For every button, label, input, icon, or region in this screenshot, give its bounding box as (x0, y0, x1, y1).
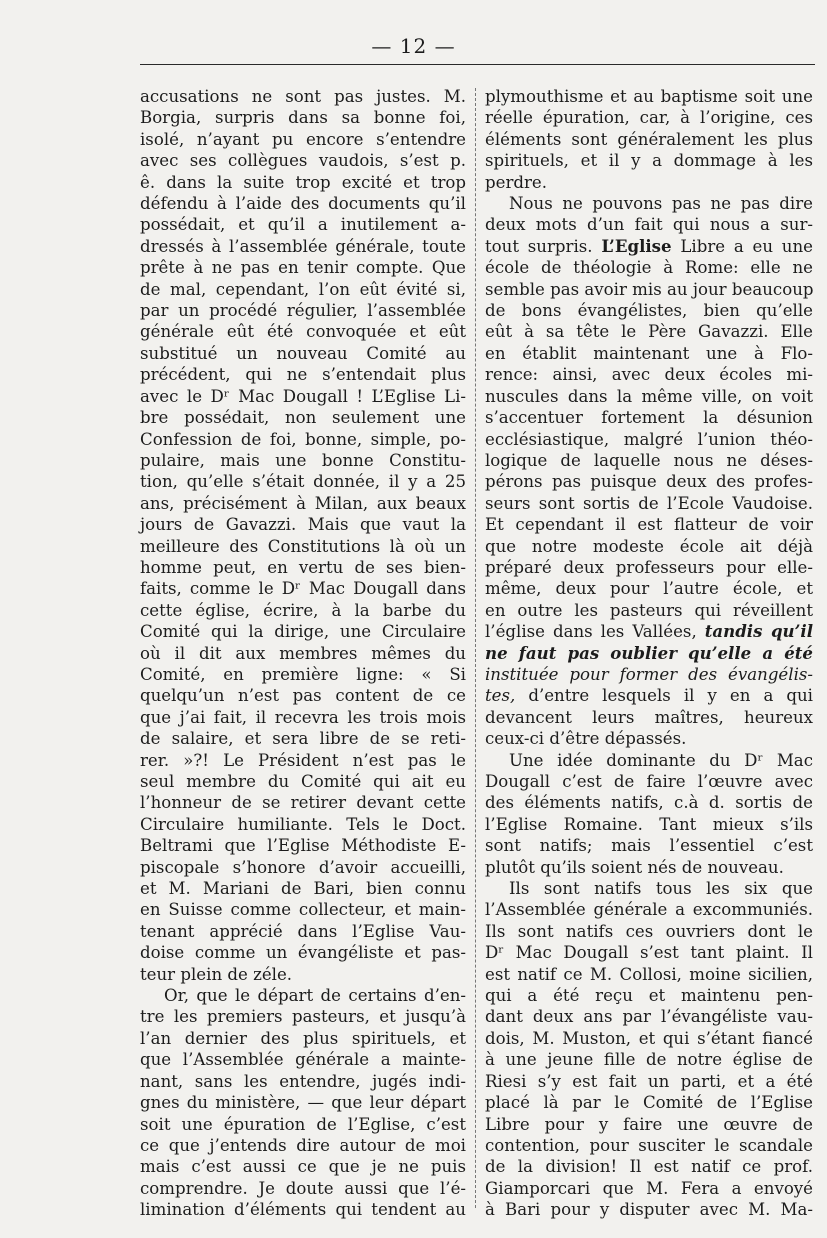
text-run: en établit maintenant une à Flo- (485, 343, 813, 363)
text-run: dois, M. Muston, et qui s’étant fiancé (485, 1028, 813, 1048)
text-line (485, 172, 813, 193)
text-line (485, 1092, 813, 1113)
text-run: devancent leurs maîtres, heureux (485, 707, 813, 727)
text-line (140, 236, 466, 257)
text-run: tenant apprécié dans l’Eglise Vau- (140, 921, 466, 941)
text-line (140, 129, 466, 150)
text-run: tre les premiers pasteurs, et jusqu’à (140, 1007, 466, 1027)
text-line (485, 514, 813, 535)
text-run: Comité qui la dirige, une Circulaire (140, 622, 466, 642)
text-line (485, 921, 813, 942)
text-line (485, 643, 813, 664)
text-run: Libre pour y faire une œuvre de (485, 1114, 813, 1134)
text-line (140, 942, 466, 963)
text-line (140, 557, 466, 578)
text-line (485, 728, 813, 749)
text-line (485, 771, 813, 792)
text-run: prête à ne pas en tenir compte. Que (140, 258, 466, 278)
text-line (140, 1114, 466, 1135)
text-line (485, 1135, 813, 1156)
text-line (140, 707, 466, 728)
text-line (485, 386, 813, 407)
text-line (140, 792, 466, 813)
text-line (485, 450, 813, 471)
left-column (140, 86, 466, 1221)
text-run: de mal, cependant, l’on eût évité si, (140, 279, 466, 299)
text-line (485, 664, 813, 685)
text-run: gnes du ministère, — que leur départ (140, 1093, 466, 1113)
text-run: des éléments natifs, c.à d. sortis de (485, 793, 813, 813)
text-run: nant, sans les entendre, jugés indi- (140, 1071, 466, 1091)
text-run: plutôt qu’ils soient nés de nouveau. (485, 857, 784, 877)
text-run: par un procédé régulier, l’assemblée (140, 301, 466, 321)
text-line (140, 835, 466, 856)
text-line (485, 257, 813, 278)
text-run: que l’Assemblée générale a mainte- (140, 1050, 466, 1070)
text-run: possédait, et qu’il a inutilement a- (140, 215, 466, 235)
text-run: Riesi s’y est fait un parti, et a été (485, 1071, 813, 1091)
text-run: en Suisse comme collecteur, et main- (140, 900, 466, 920)
text-run: préparé deux professeurs pour elle- (485, 557, 813, 577)
text-run: tandis qu’il (704, 621, 813, 642)
text-run: où il dit aux membres mêmes du (140, 643, 466, 663)
text-run: Et cependant il est flatteur de voir (485, 515, 813, 535)
text-run: plymouthisme et au baptisme soit une (485, 87, 813, 106)
text-line (140, 214, 466, 235)
text-line (140, 857, 466, 878)
text-line (140, 321, 466, 342)
text-run: substitué un nouveau Comité au (140, 343, 466, 363)
text-line (140, 1178, 466, 1199)
text-run: est natif ce M. Collosi, moine sicilien, (485, 964, 813, 984)
text-line (485, 964, 813, 985)
text-run: ans, précisément à Milan, aux beaux (140, 493, 466, 513)
text-line (485, 814, 813, 835)
text-run: rence: ainsi, avec deux écoles mi- (485, 365, 813, 385)
text-run: comprendre. Je doute aussi que l’é- (140, 1178, 466, 1198)
text-run: quelqu’un n’est pas content de ce (140, 686, 466, 706)
text-line (140, 921, 466, 942)
text-line (485, 899, 813, 920)
text-line (485, 750, 813, 771)
page-number: — 12 — (371, 34, 456, 58)
text-run: Borgia, surpris dans sa bonne foi, (140, 108, 466, 128)
text-line (140, 172, 466, 193)
text-run: tion, qu’elle s’était donnée, il y a 25 (140, 472, 466, 492)
text-run: dant deux ans par l’évangéliste vau- (485, 1007, 813, 1027)
text-run: Ils sont natifs tous les six que (509, 879, 813, 899)
text-run: ceux-ci d’être dépassés. (485, 729, 687, 749)
text-line (485, 942, 813, 963)
text-line (140, 514, 466, 535)
text-line (140, 899, 466, 920)
text-run: Circulaire humiliante. Tels le Doct. (140, 814, 466, 834)
text-run: bre possédait, non seulement une (140, 408, 466, 428)
text-run: qui a été reçu et maintenu pen- (485, 986, 813, 1006)
text-run: piscopale s’honore d’avoir accueilli, (140, 857, 466, 877)
text-run: de bons évangélistes, bien qu’elle (485, 301, 813, 321)
text-line (140, 471, 466, 492)
right-column (485, 86, 813, 1221)
text-line (485, 985, 813, 1006)
text-run: réelle épuration, car, à l’origine, ces (485, 108, 813, 128)
text-line (140, 1092, 466, 1113)
text-run: soit une épuration de l’Eglise, c’est (140, 1114, 466, 1134)
text-line (140, 600, 466, 621)
text-run: s’accentuer fortement la désunion (485, 408, 813, 428)
text-line (485, 364, 813, 385)
text-line (140, 300, 466, 321)
text-run: Dʳ Mac Dougall s’est tant plaint. Il (485, 943, 813, 963)
text-line (140, 1071, 466, 1092)
text-line (140, 343, 466, 364)
text-run: dressés à l’assemblée générale, toute (140, 236, 466, 256)
text-run: l’honneur de se retirer devant cette (140, 793, 466, 813)
text-line (140, 1028, 466, 1049)
text-run: isolé, n’ayant pu encore s’entendre (140, 129, 466, 149)
text-run: Une idée dominante du Dʳ Mac (509, 750, 813, 770)
text-line (140, 107, 466, 128)
text-line (140, 429, 466, 450)
text-run: de salaire, et sera libre de se reti- (140, 729, 466, 749)
text-run: avec le Dʳ Mac Dougall ! L’Eglise Li- (140, 386, 466, 406)
text-run: avec ses collègues vaudois, s’est p. (140, 151, 466, 171)
text-run: Libre a eu une (671, 236, 813, 256)
text-line (140, 964, 466, 985)
text-run: Nous ne pouvons pas ne pas dire (509, 194, 813, 214)
text-run: Beltrami que l’Eglise Méthodiste E- (140, 836, 466, 856)
text-line (485, 107, 813, 128)
text-line (485, 343, 813, 364)
text-line (485, 707, 813, 728)
text-run: sont natifs; mais l’essentiel c’est (485, 836, 813, 856)
text-line (140, 407, 466, 428)
text-run: éléments sont généralement les plus (485, 129, 813, 149)
text-line (485, 1028, 813, 1049)
text-run: que notre modeste école ait déjà (485, 536, 813, 556)
text-line (140, 814, 466, 835)
text-run: seurs sont sortis de l’Ecole Vaudoise. (485, 493, 813, 513)
text-line (485, 685, 813, 706)
text-line (140, 536, 466, 557)
text-run: homme peut, en vertu de ses bien- (140, 557, 466, 577)
text-line (485, 557, 813, 578)
text-line (485, 279, 813, 300)
text-run: pérons pas puisque deux des profes- (485, 472, 813, 492)
text-line (485, 407, 813, 428)
text-line (485, 878, 813, 899)
text-run: l’an dernier des plus spirituels, et (140, 1028, 466, 1048)
text-run: doise comme un évangéliste et pas- (140, 943, 466, 963)
text-line (140, 364, 466, 385)
text-line (140, 578, 466, 599)
text-line (140, 1199, 466, 1220)
text-line (140, 643, 466, 664)
text-run: instituée pour former des évangélis- (485, 664, 813, 684)
text-run: même, deux pour l’autre école, et (485, 579, 813, 599)
text-run: nuscules dans la même ville, on voit (485, 386, 813, 406)
text-run: seul membre du Comité qui ait eu (140, 772, 466, 791)
text-run: rer. »?! Le Président n’est pas le (140, 750, 466, 770)
text-line (485, 214, 813, 235)
text-line (485, 493, 813, 514)
text-line (485, 1178, 813, 1199)
text-run: mais c’est aussi ce que je ne puis (140, 1157, 466, 1177)
text-line (485, 792, 813, 813)
text-line (485, 300, 813, 321)
text-run: semble pas avoir mis au jour beaucoup (485, 279, 814, 299)
text-line (485, 1071, 813, 1092)
text-run: Dougall c’est de faire l’œuvre avec (485, 772, 813, 791)
text-run: meilleure des Constitutions là où un (140, 536, 466, 556)
text-line (485, 1006, 813, 1027)
text-run: d’entre lesquels il y en a qui (515, 686, 813, 706)
text-line (485, 621, 813, 642)
text-line (485, 471, 813, 492)
text-line (140, 771, 466, 792)
text-line (485, 129, 813, 150)
text-line (140, 750, 466, 771)
text-line (485, 1156, 813, 1177)
text-line (140, 1135, 466, 1156)
text-run: pulaire, mais une bonne Constitu- (140, 450, 466, 470)
text-run: tout surpris. (485, 236, 602, 256)
text-run: eût à sa tête le Père Gavazzi. Elle (485, 322, 813, 342)
text-run: Or, que le départ de certains d’en- (164, 986, 466, 1006)
text-line (485, 536, 813, 557)
text-line (140, 1156, 466, 1177)
text-line (485, 1114, 813, 1135)
text-line (140, 621, 466, 642)
text-line (140, 1006, 466, 1027)
text-run: contention, pour susciter le scandale (485, 1135, 813, 1155)
text-line (140, 985, 466, 1006)
text-run: générale eût été convoquée et eût (140, 322, 466, 342)
text-run: perdre. (485, 172, 548, 192)
text-line (140, 685, 466, 706)
text-run: que j’ai fait, il recevra les trois mois (140, 707, 466, 727)
text-run: cette église, écrire, à la barbe du (140, 600, 466, 620)
text-run: l’église dans les Vallées, (485, 622, 705, 642)
text-run: deux mots d’un fait qui nous a sur- (485, 215, 813, 235)
header-rule (140, 64, 815, 65)
text-line (485, 600, 813, 621)
text-run: tes, (485, 686, 516, 706)
text-line (140, 386, 466, 407)
text-line (485, 578, 813, 599)
text-line (485, 835, 813, 856)
text-run: spirituels, et il y a dommage à les (485, 151, 813, 171)
text-line (485, 193, 813, 214)
text-run: limination d’éléments qui tendent au (140, 1200, 466, 1220)
text-line (140, 279, 466, 300)
text-run: Confession de foi, bonne, simple, po- (140, 429, 466, 449)
text-run: faits, comme le Dʳ Mac Dougall dans (140, 579, 466, 599)
text-run: l’Eglise Romaine. Tant mieux s’ils (485, 814, 813, 834)
text-run: ne faut pas oublier qu’elle a été (485, 642, 813, 663)
text-run: logique de laquelle nous ne déses- (485, 450, 813, 470)
text-line (140, 86, 466, 107)
text-line (140, 664, 466, 685)
text-run: Giamporcari que M. Fera a envoyé (485, 1178, 813, 1198)
text-line (140, 878, 466, 899)
text-run: en outre les pasteurs qui réveillent (485, 600, 813, 620)
text-run: à une jeune fille de notre église de (485, 1050, 813, 1070)
text-line (140, 150, 466, 171)
text-line (485, 857, 813, 878)
text-line (485, 86, 813, 107)
text-run: Ils sont natifs ces ouvriers dont le (485, 921, 813, 941)
text-run: ecclésiastique, malgré l’union théo- (485, 429, 813, 449)
text-line (485, 1199, 813, 1220)
text-run: école de théologie à Rome: elle ne (485, 258, 813, 278)
text-run: ce que j’entends dire autour de moi (140, 1135, 466, 1155)
text-run: L’Eglise (601, 235, 672, 256)
text-line (485, 1049, 813, 1070)
column-divider (475, 88, 476, 1208)
text-line (140, 193, 466, 214)
text-run: teur plein de zéle. (140, 964, 293, 984)
text-line (485, 429, 813, 450)
text-line (485, 321, 813, 342)
text-run: Comité, en première ligne: « Si (140, 664, 466, 684)
text-line (140, 1049, 466, 1070)
text-line (140, 450, 466, 471)
text-line (485, 150, 813, 171)
text-run: de la division! Il est natif ce prof. (485, 1157, 813, 1177)
text-run: défendu à l’aide des documents qu’il (140, 194, 466, 214)
text-run: à Bari pour y disputer avec M. Ma- (485, 1200, 813, 1220)
text-run: jours de Gavazzi. Mais que vaut la (140, 515, 466, 535)
text-line (485, 236, 813, 257)
text-run: l’Assemblée générale a excommuniés. (485, 900, 813, 920)
text-run: accusations ne sont pas justes. M. (140, 87, 466, 106)
text-run: ê. dans la suite trop excité et trop (140, 172, 466, 192)
text-line (140, 493, 466, 514)
text-run: précédent, qui ne s’entendait plus (140, 365, 466, 385)
text-run: et M. Mariani de Bari, bien connu (140, 879, 466, 899)
text-run: placé là par le Comité de l’Eglise (485, 1093, 813, 1113)
text-line (140, 257, 466, 278)
text-line (140, 728, 466, 749)
